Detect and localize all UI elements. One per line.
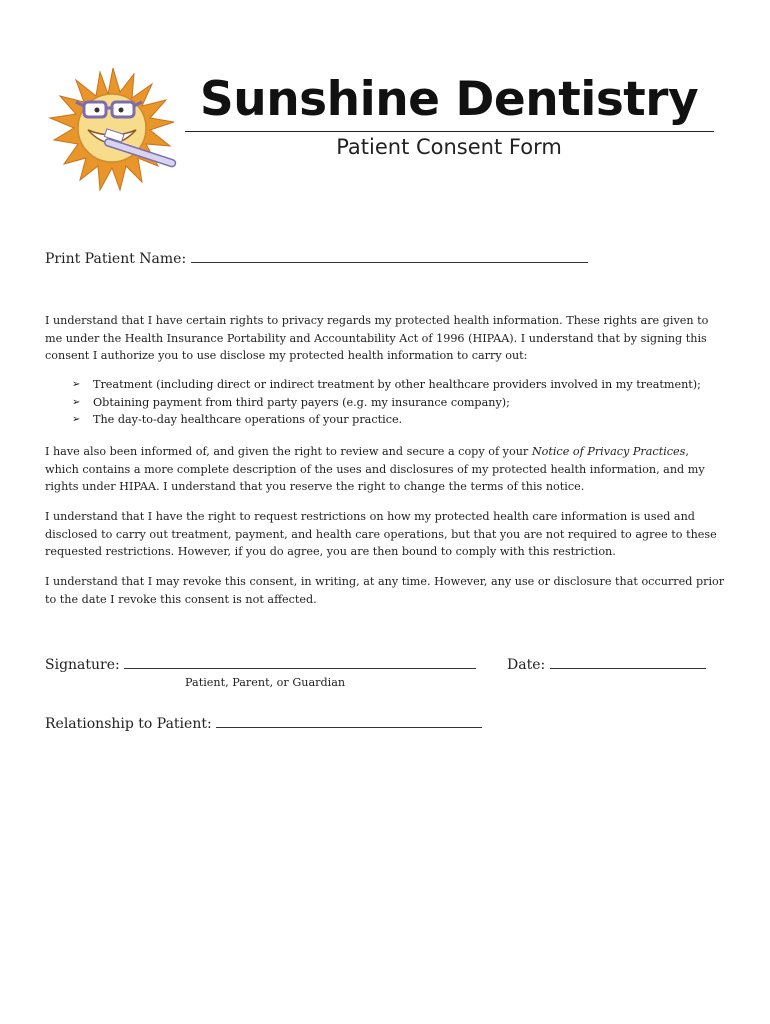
list-item: ➢ The day-to-day healthcare operations of your practice. bbox=[72, 411, 722, 429]
patient-name-field[interactable] bbox=[191, 250, 588, 263]
sunshine-logo-icon bbox=[46, 66, 180, 194]
relationship-label: Relationship to Patient: bbox=[45, 716, 212, 732]
intro-paragraph: I understand that I have certain rights to privacy regards my protected health information. These rights are given to me under the Health Insurance Portability and Accountability Act of 1996 (HIPAA). I understand that by signing this consent I authorize you to use disclose my protected health information to carry out: bbox=[45, 314, 709, 363]
list-item: ➢ Obtaining payment from third party payers (e.g. my insurance company); bbox=[72, 394, 722, 412]
signature-field[interactable] bbox=[124, 656, 476, 669]
relationship-field[interactable] bbox=[216, 715, 482, 728]
revoke-paragraph: I understand that I may revoke this consent, in writing, at any time. However, any use or disclosure that occurred prior to the date I revoke this consent is not affected. bbox=[45, 575, 725, 606]
restrictions-paragraph: I understand that I have the right to request restrictions on how my protected health care information is used and disclosed to carry out treatment, payment, and health care operations, but that you are not required to agree to these requested restrictions. However, if you do agree, you are then bound to comply with this restriction. bbox=[45, 510, 717, 559]
relationship-row bbox=[45, 715, 482, 732]
arrow-bullet-icon: ➢ bbox=[72, 414, 81, 426]
date-row bbox=[507, 656, 706, 673]
notice-title: Notice of Privacy Practices bbox=[531, 445, 686, 458]
signature-sublabel: Patient, Parent, or Guardian bbox=[185, 676, 346, 689]
list-item: ➢ Treatment (including direct or indirect treatment by other healthcare providers involved in my treatment); bbox=[72, 376, 722, 394]
patient-name-label: Print Patient Name: bbox=[45, 251, 187, 267]
arrow-bullet-icon: ➢ bbox=[72, 396, 81, 408]
notice-paragraph: I have also been informed of, and given the right to review and secure a copy of your Notice of Privacy Practices, which contains a more complete description of the uses and disclosures of my protected health information, and my rights under HIPAA. I understand that you reserve the right to change the terms of this notice. bbox=[45, 445, 705, 494]
date-label: Date: bbox=[507, 657, 546, 673]
page-title: Sunshine Dentistry bbox=[199, 72, 699, 127]
signature-label: Signature: bbox=[45, 657, 120, 673]
patient-name-row bbox=[45, 250, 588, 267]
signature-row bbox=[45, 656, 476, 673]
title-divider bbox=[185, 131, 714, 132]
arrow-bullet-icon: ➢ bbox=[72, 379, 81, 390]
authorized-uses-list bbox=[72, 376, 722, 429]
date-field[interactable] bbox=[550, 656, 706, 669]
page-subtitle: Patient Consent Form bbox=[336, 135, 562, 159]
